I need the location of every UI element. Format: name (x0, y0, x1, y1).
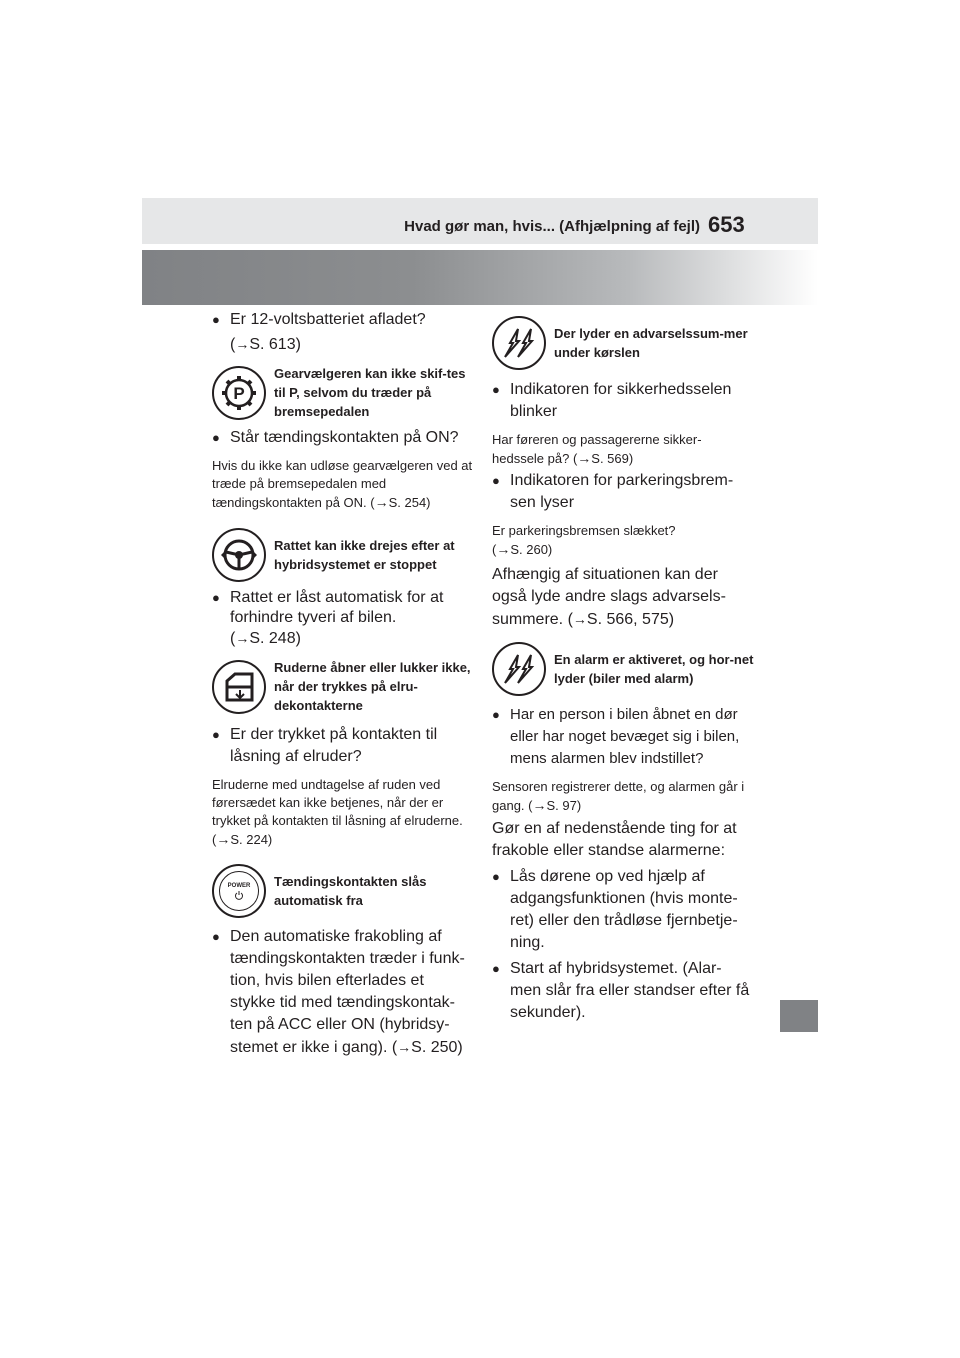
page-ref: S. 569) (591, 451, 634, 466)
bullet-text: Er 12-voltsbatteriet afladet? (230, 311, 426, 328)
warning-block-alarm (492, 642, 754, 696)
alarm-icon (492, 642, 546, 696)
page-ref: S. 250) (411, 1039, 463, 1056)
warning-heading: Der lyder en advarselssum-mer under kørslen (554, 326, 748, 360)
svg-text:P: P (233, 383, 245, 403)
body-text: Sensoren registrerer dette, og alarmen går i gang. ( (492, 779, 745, 813)
bullet-text: ● Start af hybridsystemet. (Alar-men slår fra eller standser efter få sekunder). (492, 958, 750, 1024)
left-bullet-3: ● Rattet er låst automatisk for at forhindre tyveri af bilen. (→S. 248) (212, 588, 474, 649)
warning-block-shift-lever (212, 364, 474, 421)
page-header-title: Hvad gør man, hvis... (Afhjælpning af fejl) (404, 218, 700, 235)
arrow: → (572, 611, 587, 627)
page-ref: S. 224) (230, 832, 273, 847)
warning-block-buzzer (492, 316, 754, 370)
arrow: → (577, 450, 592, 466)
arrow: → (235, 336, 250, 352)
page-ref: S. 566, 575) (586, 611, 675, 628)
page-ref: S. 254) (388, 495, 431, 510)
left-bullet-1: ● Er 12-voltsbatteriet afladet? (→S. 613) (212, 308, 474, 357)
right-bullet-9 (492, 704, 752, 815)
bullet-text: ● Indikatoren for sikkerhedsselen blinker (492, 379, 752, 423)
warning-block-windows (212, 658, 474, 715)
bullet-text: Rattet er låst automatisk for at forhindre tyveri af bilen. (230, 589, 444, 626)
arrow: → (397, 1039, 412, 1055)
left-bullet-5 (212, 926, 470, 1059)
page-ref: S. 613) (249, 336, 301, 353)
power-button-icon (212, 864, 266, 918)
body-text: Er parkeringsbremsen slækket? (492, 523, 676, 538)
page-ref: S. 97) (546, 798, 582, 813)
right-paragraph-10: Gør en af nedenstående ting for at frakoble eller standse alarmerne: (492, 820, 737, 859)
left-bullet-4 (212, 724, 474, 849)
warning-heading: Rattet kan ikke drejes efter at hybridsystemet er stoppet (274, 538, 455, 572)
right-bullet-7: ● Indikatoren for parkeringsbrem-sen lyser Er parkeringsbremsen slækket? (→S. 260) (492, 470, 752, 559)
bullet-text: ● Har en person i bilen åbnet en dør eller har noget bevæget sig i bilen, mens alarmen blev indstillet? (492, 704, 752, 770)
warning-heading: Ruderne åbner eller lukker ikke, når der trykkes på elru-dekontakterne (274, 660, 471, 713)
shift-lock-p-icon (212, 366, 266, 420)
arrow: → (235, 630, 250, 646)
steering-lock-icon (212, 528, 266, 582)
warning-block-steering (212, 528, 474, 582)
right-paragraph-8 (492, 564, 750, 631)
power-label: POWER (227, 883, 251, 889)
window-switch-icon (212, 660, 266, 714)
page-number: 653 (708, 212, 745, 237)
page-ref: S. 260) (510, 542, 553, 557)
arrow: → (532, 797, 547, 813)
left-bullet-2 (212, 427, 474, 512)
page-ref: S. 248) (249, 630, 301, 647)
bullet-text: ● Står tændingskontakten på ON? (212, 427, 474, 449)
bullet-text: ● Lås dørene op ved hjælp af adgangsfunktionen (hvis monte-ret) eller den trådløse fjernbetje-ning. (492, 866, 750, 954)
warning-block-power (212, 864, 474, 918)
body-text: Hvis du ikke kan udløse gearvælgeren ved at træde på bremsepedalen med tændingskontakten på ON. ( (212, 458, 473, 510)
body-text: Har føreren og passagererne sikker-hedssele på? ( (492, 432, 702, 466)
warning-heading: En alarm er aktiveret, og hor-net lyder (biler med alarm) (554, 652, 754, 686)
warning-heading: Gearvælgeren kan ikke skif-tes til P, selvom du træder på bremsepedalen (274, 366, 466, 419)
bullet-text: Den automatiske frakobling af tændingskontakten træder i funk-tion, hvis bilen efterlades et stykke tid med tændingskontak-ten på ACC eller ON (hybridsy-stemet er ikke i gang). ( (230, 928, 465, 1056)
right-bullet-6 (492, 379, 752, 468)
right-bullet-12 (492, 958, 750, 1024)
arrow: → (374, 494, 389, 510)
header-gradient-band (142, 250, 818, 305)
arrow: → (216, 831, 231, 847)
right-bullet-11 (492, 866, 750, 954)
bullet-text: ● Er der trykket på kontakten til låsning af elruder? (212, 724, 474, 768)
body-text: Afhængig af situationen kan der også lyde andre slags advarsels-summere. ( (492, 566, 726, 628)
section-tab (780, 1000, 818, 1032)
warning-heading: Tændingskontakten slås automatisk fra (274, 874, 427, 908)
body-text: Elruderne med undtagelse af ruden ved førersædet kan ikke betjenes, når der er trykket på kontakten til låsning af elruderne. ( (212, 777, 463, 847)
arrow: → (496, 541, 511, 557)
bullet-text: ● Indikatoren for parkeringsbrem-sen lyser (492, 470, 752, 514)
warning-buzzer-icon (492, 316, 546, 370)
